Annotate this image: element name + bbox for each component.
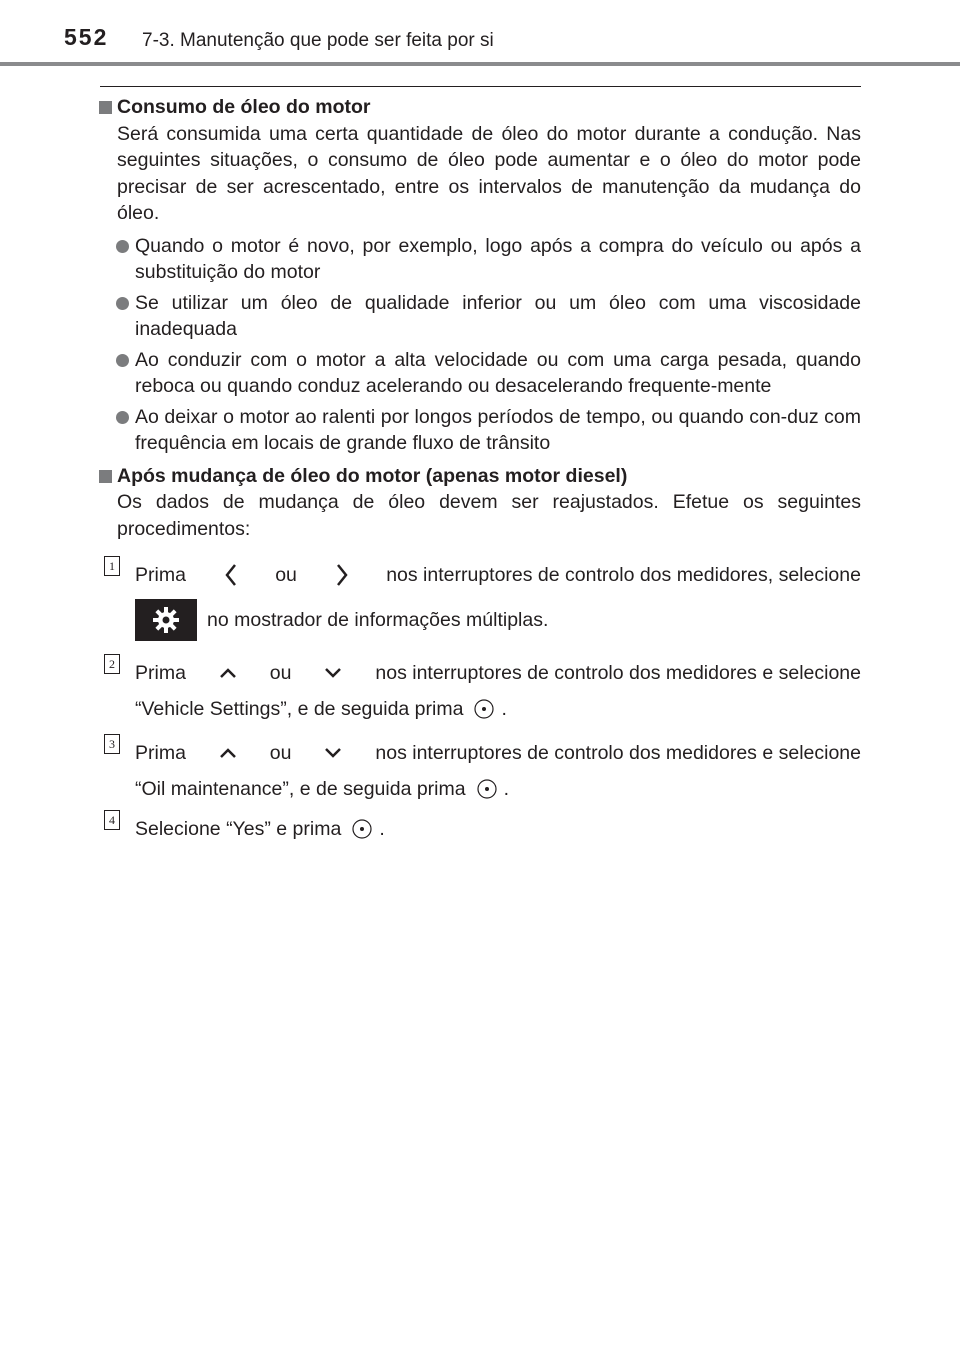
round-bullet-icon <box>116 411 129 424</box>
step-number: 1 <box>104 556 120 576</box>
heading-after-oil-change: Após mudança de óleo do motor (apenas motor diesel) <box>97 463 861 490</box>
enter-button-icon <box>473 698 495 720</box>
step-number: 4 <box>104 810 120 830</box>
chevron-left-icon <box>224 562 238 588</box>
chevron-down-icon <box>323 666 343 680</box>
step-3: 3 Prima ou nos interruptores de controlo dos medidores e selecione “Oil maintenance”, e de seguida prima . <box>97 740 861 802</box>
chevron-right-icon <box>335 562 349 588</box>
step-number: 3 <box>104 734 120 754</box>
square-bullet-icon <box>99 101 112 114</box>
heading-oil-consumption: Consumo de óleo do motor <box>97 94 861 121</box>
list-item: Ao conduzir com o motor a alta velocidade ou com uma carga pesada, quando reboca ou quando conduz acelerando ou desacelerando frequente-mente <box>97 347 861 400</box>
page-header <box>0 0 960 70</box>
section-title: 7-3. Manutenção que pode ser feita por si <box>142 30 494 51</box>
header-rule <box>0 62 960 66</box>
content-rule <box>100 86 861 87</box>
oil-consumption-list <box>97 233 861 457</box>
oil-consumption-paragraph: Será consumida uma certa quantidade de óleo do motor durante a condução. Nas seguintes situações, o consumo de óleo pode aumentar e o óleo do motor pode precisar de ser acrescentado, entre os intervalos de manutenção da mudança do óleo. <box>117 122 861 224</box>
after-oil-change-paragraph: Os dados de mudança de óleo devem ser reajustados. Efetue os seguintes procedimentos: <box>117 491 861 540</box>
gear-icon <box>135 599 197 641</box>
chevron-down-icon <box>323 746 343 760</box>
list-item: Se utilizar um óleo de qualidade inferior ou um óleo com uma viscosidade inadequada <box>97 290 861 343</box>
square-bullet-icon <box>99 470 112 483</box>
step-number: 2 <box>104 654 120 674</box>
step-2: 2 Prima ou nos interruptores de controlo dos medidores e selecione “Vehicle Settings”, e de seguida prima . <box>97 660 861 722</box>
chevron-up-icon <box>218 746 238 760</box>
chevron-up-icon <box>218 666 238 680</box>
round-bullet-icon <box>116 240 129 253</box>
list-item: Ao deixar o motor ao ralenti por longos períodos de tempo, ou quando con-duz com frequência em locais de grande fluxo de trânsito <box>97 404 861 457</box>
procedure-steps <box>97 559 861 842</box>
round-bullet-icon <box>116 354 129 367</box>
page-content <box>97 94 861 854</box>
enter-button-icon <box>351 818 373 840</box>
page-number: 552 <box>64 24 109 50</box>
step-1: 1 Prima ou nos interruptores de controlo dos medidores, selecione no mostrador de informações múltiplas. <box>97 562 861 642</box>
enter-button-icon <box>476 778 498 800</box>
round-bullet-icon <box>116 297 129 310</box>
list-item: Quando o motor é novo, por exemplo, logo após a compra do veículo ou após a substituição do motor <box>97 233 861 286</box>
step-4: 4 Selecione “Yes” e prima . <box>97 816 861 842</box>
